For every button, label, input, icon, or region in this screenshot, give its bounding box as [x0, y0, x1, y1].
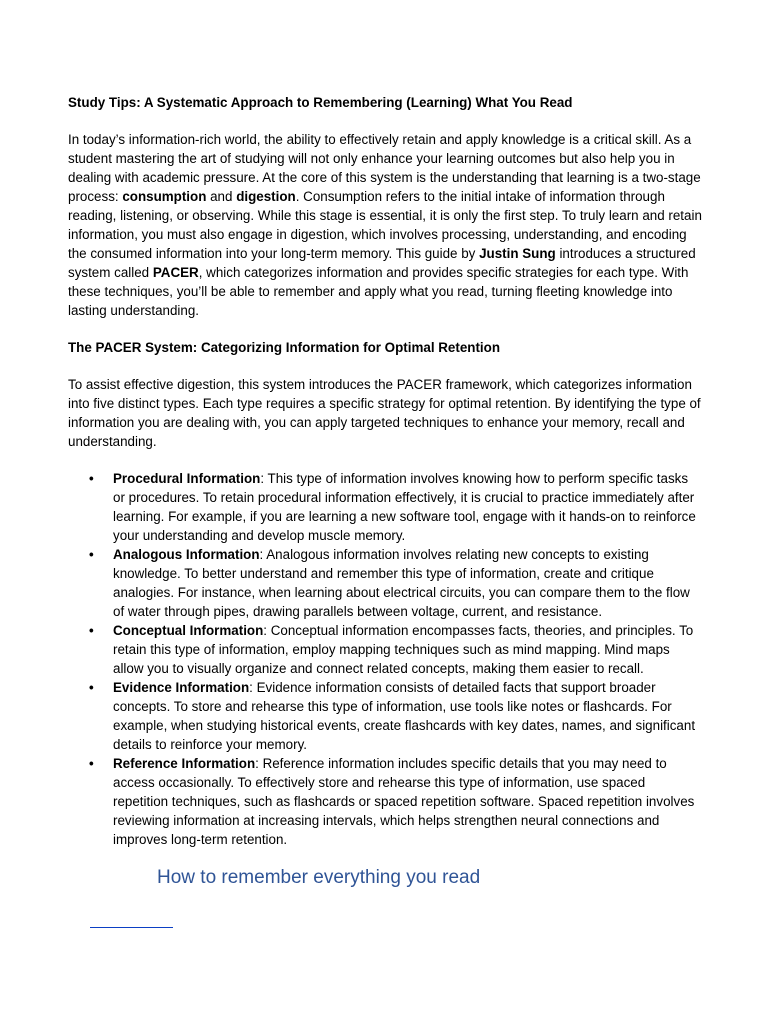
- intro-text-5: , which categorizes information and provides specific strategies for each type. With these techniques, you’ll be able to remember and apply what you read, turning fleeting knowledge into lasting understanding.: [68, 265, 689, 318]
- bullet-term: Reference Information: [113, 756, 256, 771]
- term-pacer: PACER: [152, 265, 199, 280]
- document-body: [68, 93, 702, 849]
- intro-text-2: and: [206, 189, 237, 204]
- list-item-analogous: [68, 545, 702, 621]
- intro-text-3: . Consumption refers to the initial intake of information through reading, listening, or observing. While this stage is essential, it is only the first step. To truly learn and retain information, you must also engage in digestion, which involves processing, understanding, and encoding the consumed information into your long-term memory. This guide by: [68, 189, 702, 261]
- document-title: Study Tips: A Systematic Approach to Remembering (Learning) What You Read: [68, 95, 573, 110]
- bullet-term: Evidence Information: [113, 680, 250, 695]
- bullet-icon: •: [89, 623, 94, 638]
- term-digestion: digestion: [236, 189, 296, 204]
- hyperlink-underline[interactable]: [90, 927, 173, 928]
- intro-text-4: introduces a structured system called: [68, 246, 696, 280]
- section-paragraph: To assist effective digestion, this system introduces the PACER framework, which categorizes information into five distinct types. Each type requires a specific strategy for optimal retention. By identifying the type of information you are dealing with, you can apply targeted techniques to enhance your memory, recall and understanding.: [68, 377, 701, 449]
- list-item-evidence: [68, 678, 702, 754]
- spacer: [68, 451, 702, 469]
- bullet-term: Procedural Information: [113, 471, 261, 486]
- spacer: [68, 112, 702, 130]
- intro-paragraph: [68, 130, 702, 320]
- bullet-description: : Reference information includes specific details that you may need to access occasionally. To effectively store and rehearse this type of information, use spaced repetition techniques, such as flashcards or spaced repetition software. Spaced repetition involves reviewing information at increasing intervals, which helps strengthen neural connections and improves long-term retention.: [113, 756, 695, 847]
- bullet-description: : Analogous information involves relating new concepts to existing knowledge. To better understand and remember this type of information, create and critique analogies. For instance, when learning about electrical circuits, you can compare them to the flow of water through pipes, drawing parallels between voltage, current, and resistance.: [113, 547, 690, 619]
- bullet-description: : Evidence information consists of detailed facts that support broader concepts. To store and rehearse this type of information, use tools like notes or flashcards. For example, when studying historical events, create flashcards with key dates, names, and significant details to reinforce your memory.: [113, 680, 696, 752]
- pacer-bullet-list: [68, 469, 702, 849]
- remember-everything-link-heading[interactable]: How to remember everything you read: [157, 867, 481, 888]
- author-name: Justin Sung: [479, 246, 556, 261]
- list-item-procedural: [68, 469, 702, 545]
- bullet-description: : This type of information involves knowing how to perform specific tasks or procedures. To retain procedural information effectively, it is crucial to practice immediately after learning. For example, if you are learning a new software tool, engage with it hands-on to reinforce your understanding and develop muscle memory.: [113, 471, 696, 543]
- section-heading: The PACER System: Categorizing Information for Optimal Retention: [68, 340, 500, 355]
- spacer: [68, 320, 702, 338]
- bullet-term: Analogous Information: [113, 547, 260, 562]
- bullet-icon: •: [89, 756, 94, 771]
- bullet-icon: •: [89, 471, 94, 486]
- bullet-description: : Conceptual information encompasses facts, theories, and principles. To retain this type of information, employ mapping techniques such as mind mapping. Mind maps allow you to visually organize and connect related concepts, making them easier to recall.: [113, 623, 694, 676]
- bullet-icon: •: [89, 680, 94, 695]
- list-item-reference: [68, 754, 702, 849]
- list-item-conceptual: [68, 621, 702, 678]
- intro-text-1: In today’s information-rich world, the ability to effectively retain and apply knowledge is a critical skill. As a student mastering the art of studying will not only enhance your learning outcomes but also help you in dealing with academic pressure. At the core of this system is the understanding that learning is a two-stage process:: [68, 132, 701, 204]
- spacer: [68, 357, 702, 375]
- term-consumption: consumption: [122, 189, 207, 204]
- bullet-icon: •: [89, 547, 94, 562]
- bullet-term: Conceptual Information: [113, 623, 264, 638]
